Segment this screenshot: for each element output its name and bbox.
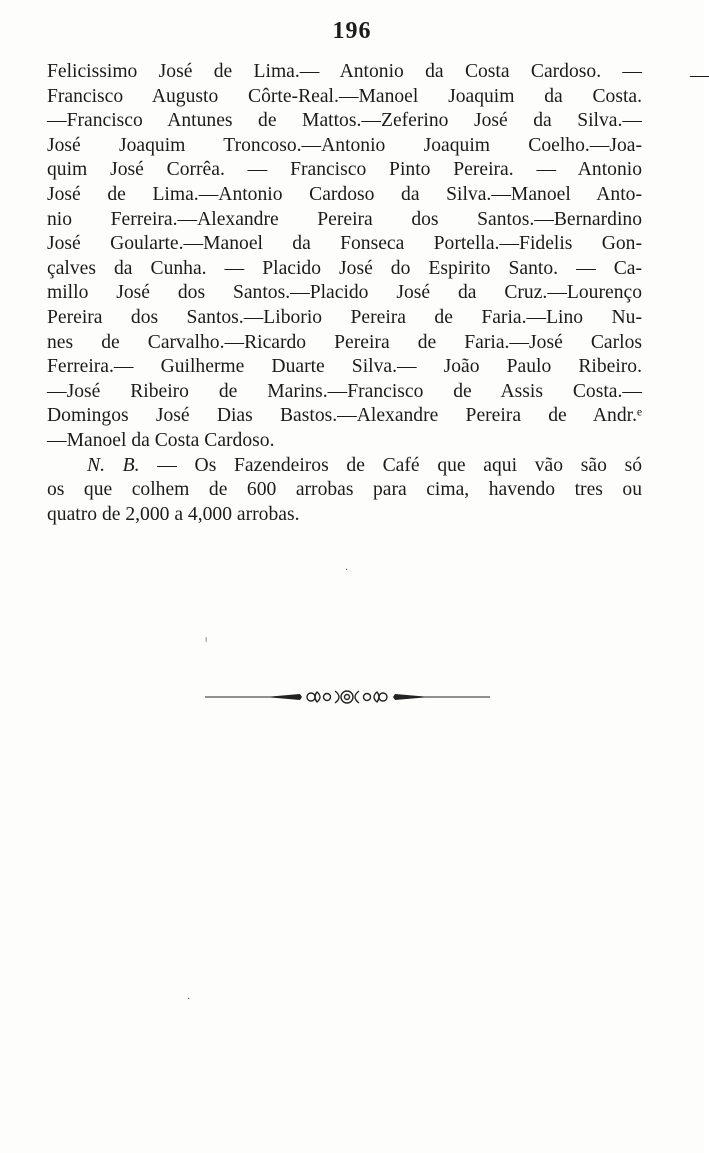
text-line: Ferreira.— Guilherme Duarte Silva.— João Paulo Ribeiro. bbox=[47, 356, 642, 378]
text-line: çalves da Cunha. — Placido José do Espirito Santo. — Ca- bbox=[47, 257, 642, 279]
note-line: os que colhem de 600 arrobas para cima, havendo tres ou bbox=[47, 479, 642, 501]
ornament-divider-icon bbox=[205, 686, 490, 708]
margin-dash: — bbox=[690, 65, 709, 86]
note-text: — Os Fazendeiros de Café que aqui vão são só bbox=[139, 454, 643, 476]
ink-speck: · bbox=[187, 994, 191, 1005]
page-number: 196 bbox=[332, 18, 372, 44]
text-line: —Manoel da Costa Cardoso. bbox=[47, 429, 275, 451]
note-label: N. B. bbox=[87, 454, 140, 476]
text-line: Felicissimo José de Lima.— Antonio da Costa Cardoso. — bbox=[47, 61, 642, 82]
ink-speck: · bbox=[345, 565, 349, 576]
note-line: quatro de 2,000 a 4,000 arrobas. bbox=[47, 503, 300, 525]
text-line: Domingos José Dias Bastos.—Alexandre Pereira de Andr.ᵉ bbox=[47, 405, 642, 427]
names-list-paragraph bbox=[47, 60, 642, 527]
text-line: José de Lima.—Antonio Cardoso da Silva.—Manoel Anto- bbox=[47, 183, 642, 205]
text-line: quim José Corrêa. — Francisco Pinto Pereira. — Antonio bbox=[47, 159, 642, 181]
text-line: nio Ferreira.—Alexandre Pereira dos Santos.—Bernardino bbox=[47, 208, 642, 230]
ink-speck: ᶦ bbox=[205, 633, 208, 648]
text-line: —José Ribeiro de Marins.—Francisco de Assis Costa.— bbox=[47, 380, 642, 402]
text-line: —Francisco Antunes de Mattos.—Zeferino José da Silva.— bbox=[47, 110, 642, 132]
text-line: millo José dos Santos.—Placido José da Cruz.—Lourenço bbox=[47, 282, 642, 304]
text-line: Pereira dos Santos.—Liborio Pereira de Faria.—Lino Nu- bbox=[47, 306, 642, 328]
note-line bbox=[47, 454, 642, 479]
text-line: José Goularte.—Manoel da Fonseca Portella.—Fidelis Gon- bbox=[47, 233, 642, 255]
text-line: nes de Carvalho.—Ricardo Pereira de Faria.—José Carlos bbox=[47, 331, 642, 353]
text-line: Francisco Augusto Côrte-Real.—Manoel Joaquim da Costa. bbox=[47, 85, 642, 107]
text-line: José Joaquim Troncoso.—Antonio Joaquim Coelho.—Joa- bbox=[47, 134, 642, 156]
